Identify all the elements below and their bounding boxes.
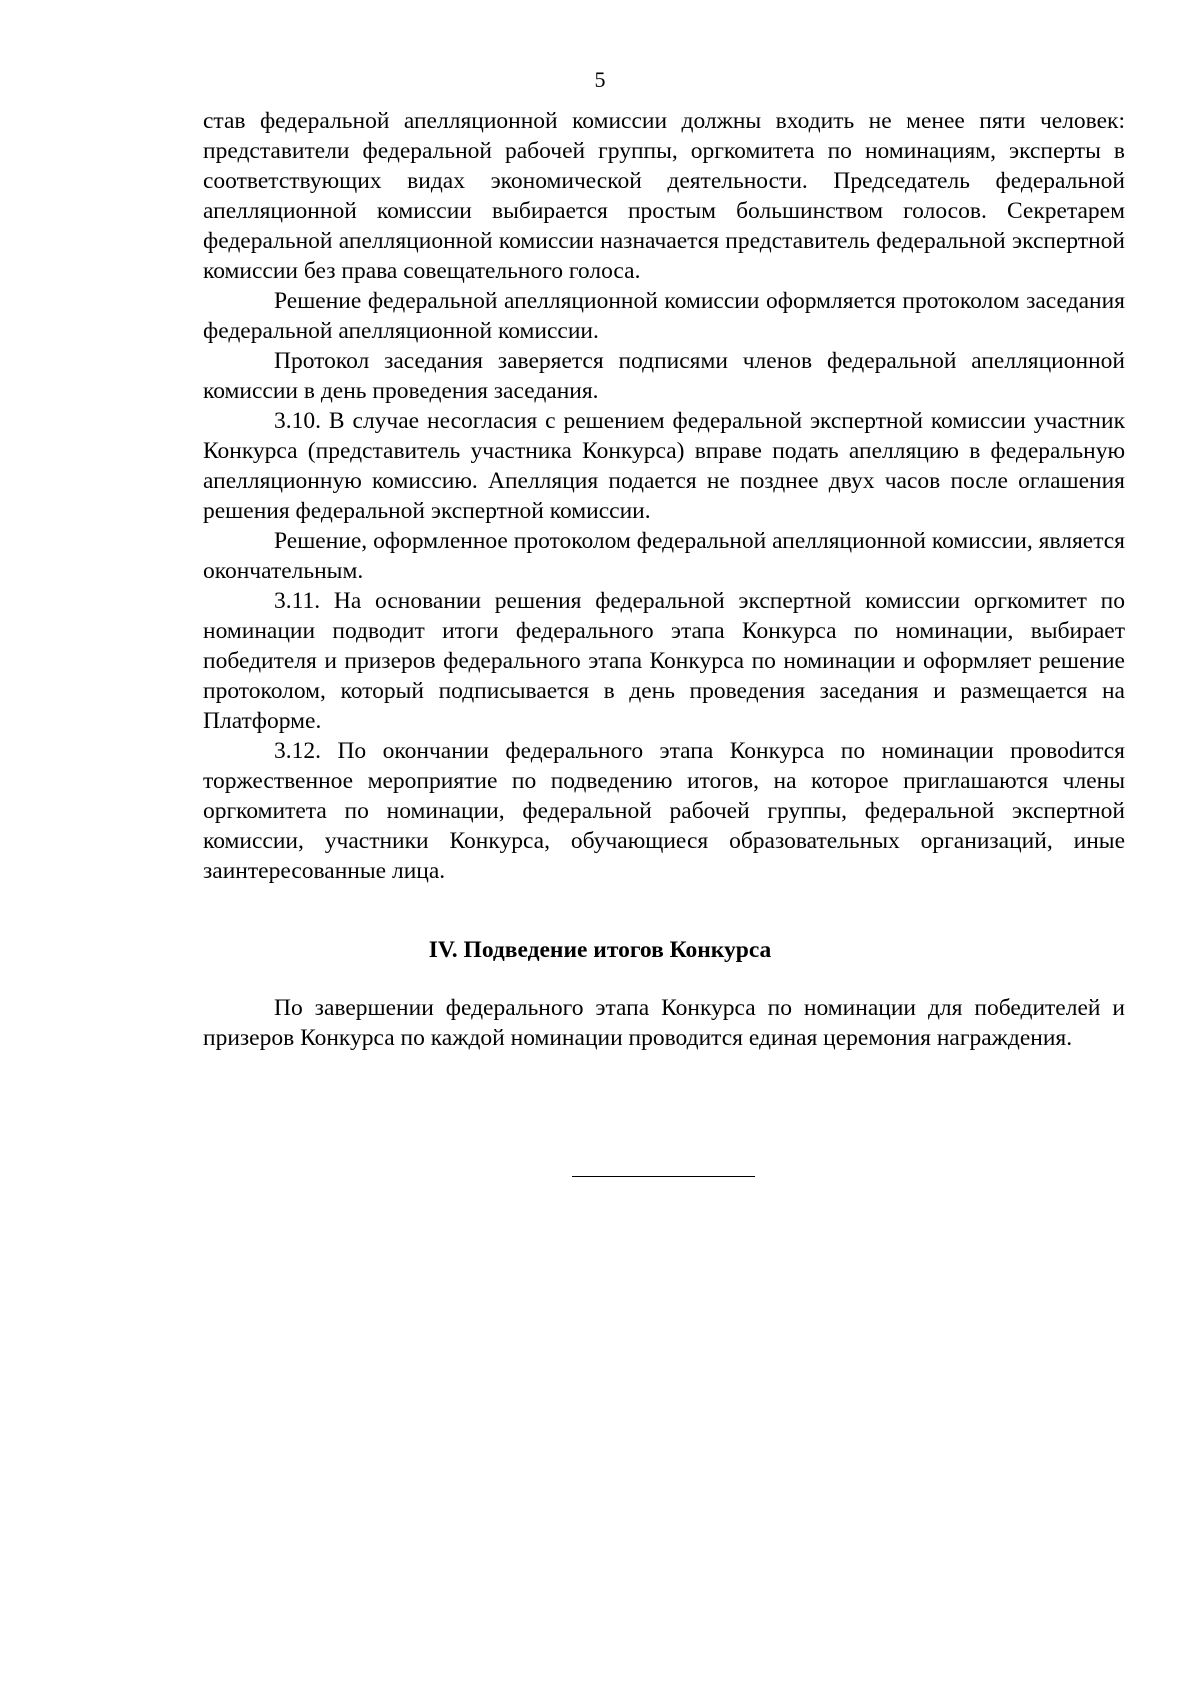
paragraph-appeal-decision: Решение федеральной апелляционной комиссии оформляется протоколом заседания федеральной апелляционной комиссии. — [203, 288, 1125, 344]
paragraph-awards-ceremony: По завершении федерального этапа Конкурса по номинации для победителей и призеров Конкурса по каждой номинации проводится единая церемония награждения. — [203, 995, 1125, 1051]
paragraph-final-decision: Решение, оформленное протоколом федеральной апелляционной комиссии, является окончательным. — [203, 528, 1125, 584]
paragraph-3-10: 3.10. В случае несогласия с решением федеральной экспертной комиссии участник Конкурса (представитель участника Конкурса) вправе подать апелляцию в федеральную апелляционную комиссию. Апелляция подается не позднее двух часов после оглашения решения федеральной экспертной комиссии. — [203, 408, 1125, 524]
paragraph-protocol-signing: Протокол заседания заверяется подписями членов федеральной апелляционной комиссии в день проведения заседания. — [203, 348, 1125, 404]
paragraph-continuation: став федеральной апелляционной комиссии должны входить не менее пяти человек: представители федеральной рабочей группы, оргкомитета по номинациям, эксперты в соответствующих видах экономической деятельности. Председатель федеральной апелляционной комиссии выбирается простым большинством голосов. Секретарем федеральной апелляционной комиссии назначается представитель федеральной экспертной комиссии без права совещательного голоса. — [203, 108, 1125, 284]
end-divider — [572, 1176, 755, 1177]
paragraph-3-11: 3.11. На основании решения федеральной экспертной комиссии оргкомитет по номинации подводит итоги федерального этапа Конкурса по номинации, выбирает победителя и призеров федерального этапа Конкурса по номинации и оформляет решение протоколом, который подписывается в день проведения заседания и размещается на Платформе. — [203, 588, 1125, 734]
section-body — [203, 993, 1125, 1053]
page-number: 5 — [594, 67, 606, 92]
paragraph-3-12: 3.12. По окончании федерального этапа Конкурса по номинации провоdится торжественное мероприятие по подведению итогов, на которое приглашаются члены оргкомитета по номинации, федеральной рабочей группы, федеральной экспертной комиссии, участники Конкурса, обучающиеся образовательных организаций, иные заинтересованные лица. — [203, 738, 1125, 884]
document-body — [203, 106, 1125, 886]
section-heading: IV. Подведение итогов Конкурса — [428, 937, 772, 963]
